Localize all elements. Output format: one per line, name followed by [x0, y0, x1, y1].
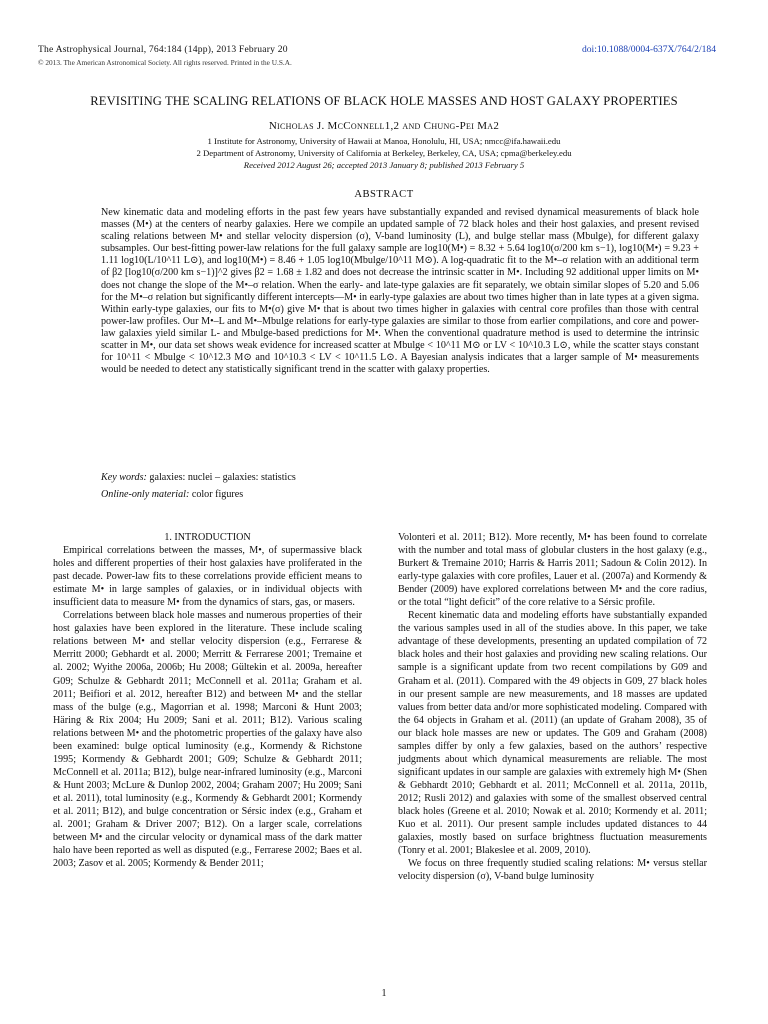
copyright-line: © 2013. The American Astronomical Society. All rights reserved. Printed in the U.S.A.	[38, 58, 292, 67]
left-paragraph-2: Correlations between black hole masses and numerous properties of their host galaxies have been explored in the literature. These include scaling relations between M• and stellar velocity dispersion (e.g., Ferrarese & Merritt 2000; Gebhardt et al. 2000; Merritt & Ferrarese 2001; Tremaine et al. 2002; Wyithe 2006a, 2006b; Hu 2008; Gültekin et al. 2009a, hereafter G09; Schulze & Gebhardt 2011; McConnell et al. 2011a; Graham et al. 2011; Beifiori et al. 2012, hereafter B12) and between M• and the stellar mass of the bulge (e.g., Magorrian et al. 1998; Marconi & Hunt 2003; Häring & Rix 2004; Hu 2009; Sani et al. 2011; B12). Various scaling relations between M• and the photometric properties of the galaxy have also been examined: bulge optical luminosity (e.g., Kormendy & Richstone 1995; Kormendy & Gebhardt 2001; G09; Schulze & Gebhardt 2011; McConnell et al. 2011a; B12), bulge near-infrared luminosity (e.g., Marconi & Hunt 2003; McLure & Dunlop 2002, 2004; Graham 2007; Hu 2009; Sani et al. 2011), total luminosity (e.g., Kormendy & Gebhardt 2001; Kormendy et al. 2011; B12), and bulge concentration or Sérsic index (e.g., Graham et al. 2001; Graham & Driver 2007; B12). On a larger scale, correlations between M• and the circular velocity or dynamical mass of the dark matter halo have been reported as well as disputed (e.g., Ferrarese 2002; Baes et al. 2003; Zasov et al. 2005; Kormendy & Bender 2011;	[53, 610, 362, 870]
abstract-heading: ABSTRACT	[354, 189, 414, 200]
abstract-text: New kinematic data and modeling efforts in the past few years have substantially expanded and revised dynamical measurements of black hole masses (M•) at the centers of nearby galaxies. Here we compile an updated sample of 72 black holes and their host galaxies, and present revised scaling relations between M• and stellar velocity dispersion (σ), V-band luminosity (L), and bulge stellar mass (Mbulge), for different galaxy subsamples. Our best-fitting power-law relations for the full galaxy sample are log10(M•) = 8.32 + 5.64 log10(σ/200 km s−1), log10(M•) = 9.23 + 1.11 log10(L/10^11 L⊙), and log10(M•) = 8.46 + 1.05 log10(Mbulge/10^11 M⊙). A log-quadratic fit to the M•–σ relation with an additional term of β2 [log10(σ/200 km s−1)]^2 gives β2 = 1.68 ± 1.82 and does not decrease the intrinsic scatter in M•. Including 92 additional upper limits on M• does not change the slope of the M•–σ relation. When the early- and late-type galaxies are fit separately, we obtain similar slopes of 5.20 and 5.06 for the M•–σ relation but significantly different intercepts—M• in early-type galaxies are about two times higher than in late types at a given sigma. Within early-type galaxies, our fits to M•(σ) give M• that is about two times higher in galaxies with central core profiles than those with central power-law profiles. Our M•–L and M•–Mbulge relations for early-type galaxies are similar to those from earlier compilations, and core and power-law galaxies yield similar L- and Mbulge-based predictions for M•. When the conventional quadrature method is used to determine the intrinsic scatter in M•, our data set shows weak evidence for increased scatter at Mbulge < 10^11 M⊙ or LV < 10^10.3 L⊙, while the scatter stays constant for 10^11 < Mbulge < 10^12.3 M⊙ and 10^10.3 < LV < 10^11.5 L⊙. A Bayesian analysis indicates that a larger sample of M• measurements would be needed to detect any statistically significant trend in the scatter with galaxy properties.	[101, 207, 699, 376]
right-paragraph-1: Volonteri et al. 2011; B12). More recently, M• has been found to correlate with the number and total mass of globular clusters in the host galaxy (e.g., Burkert & Tremaine 2010; Harris & Harris 2011; Sadoun & Colin 2012). In early-type galaxies with core profiles, Lauer et al. (2007a) and Kormendy & Bender (2009) have explored correlations between M• and the core radius, or the total “light deficit” of the core relative to a Sérsic profile.	[398, 532, 707, 609]
doi-link[interactable]: doi:10.1088/0004-637X/764/2/184	[581, 44, 716, 55]
left-column	[53, 531, 362, 870]
received-dates: Received 2012 August 26; accepted 2013 January 8; published 2013 February 5	[243, 160, 525, 170]
left-paragraph-1: Empirical correlations between the masses, M•, of supermassive black holes and different properties of their host galaxies have proliferated in the past decade. Power-law fits to these correlations provide efficient means to estimate M• in large samples of galaxies, or in individual objects with insufficient data to measure M• from the dynamics of stars, gas, or masers.	[53, 545, 362, 609]
keywords	[101, 472, 296, 483]
online-label: Online-only material:	[101, 489, 190, 500]
page-number: 1	[381, 988, 387, 999]
keywords-label: Key words:	[101, 472, 147, 483]
section-heading: 1. INTRODUCTION	[164, 532, 251, 543]
affiliation-1: 1 Institute for Astronomy, University of Hawaii at Manoa, Honolulu, HI, USA; nmcc@ifa.hawaii.edu	[207, 136, 561, 146]
keywords-text: galaxies: nuclei – galaxies: statistics	[149, 472, 296, 483]
abstract-body	[101, 207, 699, 376]
affiliation-2: 2 Department of Astronomy, University of California at Berkeley, Berkeley, CA, USA; cpma@berkeley.edu	[196, 148, 572, 158]
right-paragraph-2: Recent kinematic data and modeling efforts have substantially expanded the various samples used in all of the studies above. In this paper, we take advantage of these developments, presenting an updated compilation of 72 black holes and their host galaxies and providing new scaling relations. Our sample is a significant update from two recent compilations by G09 and Graham et al. (2011). Compared with the 49 objects in G09, 27 black holes in our present sample are new measurements, and 18 masses are updated values from better data and/or more sophisticated modeling. Compared with the 64 objects in Graham et al. (2011) (an update of Graham 2008), 35 of our black hole masses are new or updates. The G09 and Graham (2008) samples differ by only a few galaxies, based on the authors’ respective judgments about which dynamical measurements are reliable. The most significant updates in our sample are galaxies with extremely high M• (Shen & Gebhardt 2010; Gebhardt et al. 2011; McConnell et al. 2011a, 2011b, 2012; Rusli 2012) and galaxies with some of the smallest observed central black holes (Greene et al. 2010; Nowak et al. 2010; Kormendy et al. 2011; Kuo et al. 2011). Our present sample includes updated distances to 44 galaxies, mostly based on surface brightness fluctuation measurements (Tonry et al. 2001; Blakeslee et al. 2009, 2010).	[398, 610, 707, 857]
right-column	[398, 531, 707, 883]
right-paragraph-3: We focus on three frequently studied scaling relations: M• versus stellar velocity dispersion (σ), V-band bulge luminosity	[398, 858, 707, 883]
journal-citation: The Astrophysical Journal, 764:184 (14pp), 2013 February 20	[38, 44, 288, 55]
online-material	[101, 489, 243, 500]
header-left	[38, 44, 292, 67]
online-text: color figures	[191, 489, 244, 500]
paper-title: REVISITING THE SCALING RELATIONS OF BLACK HOLE MASSES AND HOST GALAXY PROPERTIES	[90, 94, 678, 108]
author-list: Nicholas J. McConnell1,2 and Chung-Pei Ma2	[268, 120, 500, 132]
